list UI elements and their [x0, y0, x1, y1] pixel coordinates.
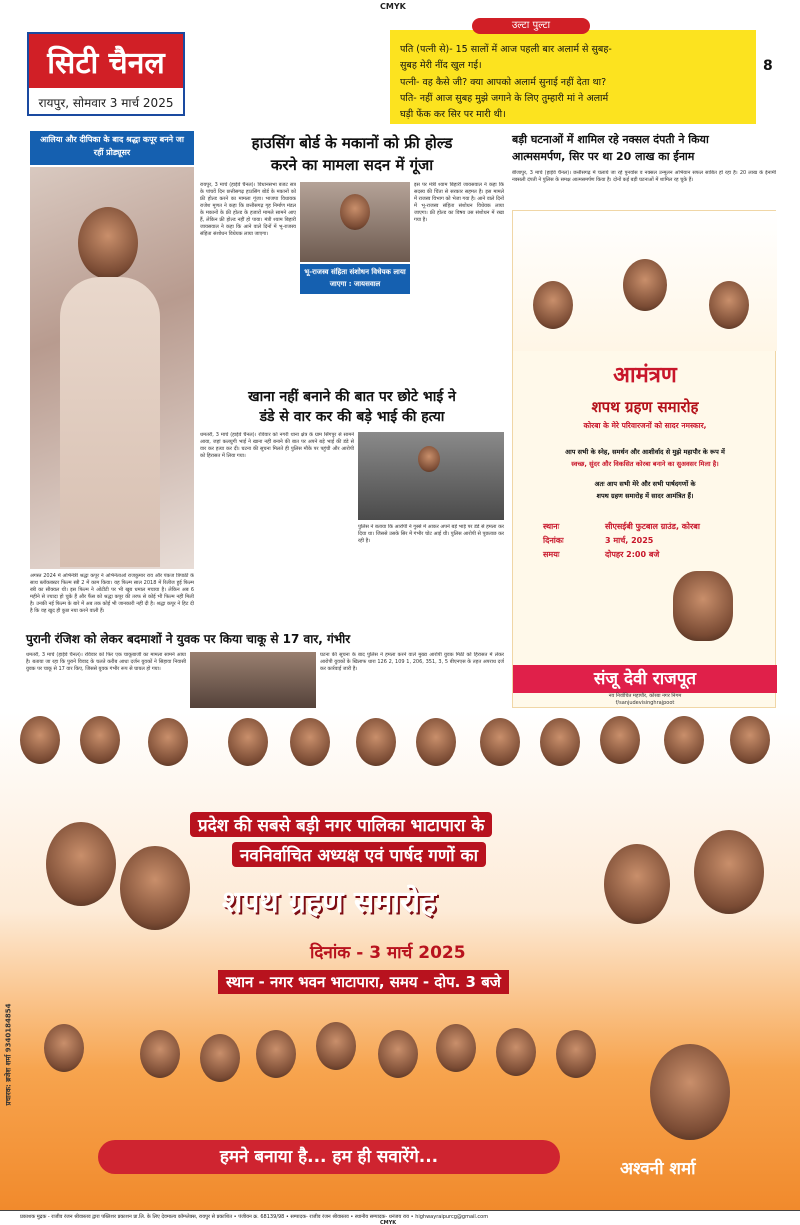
joke-line: घड़ी फेंक कर सिर पर मारी थी।: [400, 109, 506, 120]
khana-article-col2: पुलिस ने बताया कि आरोपी ने गुस्से में आकर अपने बड़े भाई पर डंडे से हमला कर दिया था। जिससे उसके सिर में गंभीर चोट आई थी। पुलिस आरोपी से पूछताछ कर रही है।: [358, 524, 504, 544]
amantran-handle: f/sanjudevisinghrajpoot: [615, 700, 675, 706]
venue-label: स्थानः: [543, 522, 560, 531]
joke-line: पत्नी- वह कैसे जी? क्या आपको अलार्म सुनाई नहीं देता था?: [400, 77, 607, 88]
masthead: [27, 32, 185, 116]
amantran-greeting: कोरबा के मेरे परिवारजनों को सादर नमस्कार,: [583, 421, 707, 430]
masthead-title: सिटी चैनल: [29, 34, 183, 88]
ad-side-text: प्रचारक: ब्रजेश शर्मा 9340184854: [4, 1003, 13, 1106]
amantran-message: स्वच्छ, सुंदर और विकसित कोरबा बनाने का सुअवसर मिला है।: [571, 460, 719, 468]
cmyk-mark-top: CMYK: [380, 2, 406, 11]
amantran-message: शपथ ग्रहण समारोह में सादर आमंत्रित हैं।: [596, 492, 694, 500]
joke-line: पति- नहीं आज सुबह मुझे जगाने के लिए तुम्हारी मां ने अलार्म: [400, 93, 609, 104]
dateline: रायपुर, सोमवार 3 मार्च 2025: [38, 95, 174, 110]
amantran-designation: नव निर्वाचित महापौर, कोरबा नगर निगम: [608, 693, 682, 699]
ad-line-4: दिनांक - 3 मार्च 2025: [310, 943, 466, 963]
cmyk-mark-bottom: CMYK: [380, 1220, 397, 1225]
date-value: 3 मार्च, 2025: [605, 536, 654, 545]
amantran-name: संजू देवी राजपूत: [513, 665, 777, 693]
amantran-message: आप सभी के स्नेह, समर्थन और आशीर्वाद से मुझे महापौर के रूप में: [565, 448, 725, 456]
ad-line-2: नवनिर्वाचित अध्यक्ष एवं पार्षद गणों का: [232, 842, 486, 867]
housing-article-col2: इस पर मंत्री श्याम बिहारी जायसवाल ने कहा कि सदस्य की चिंता से सरकार सहमत है। इस मामले में राजस्व विभाग को भेजा गया है। आने वाले दिनों में भू-राजस्व संहिता संशोधन विधेयक लाया जाएगा। फ्री होल्ड का विषय उस संशोधन में रखा गया है।: [414, 182, 504, 223]
amantran-title: आमंत्रण: [613, 363, 677, 388]
amantran-subtitle: शपथ ग्रहण समारोह: [591, 398, 699, 416]
venue-value: सीएसईबी फुटबाल ग्राउंड, कोरबा: [605, 522, 700, 531]
bijapur-article: बीजापुर, 3 मार्च (हाईवे चैनल)। छत्तीसगढ़ में चलाये जा रहे पुनर्वास व नक्सल उन्मूलन अभियान सफल साबित हो रहा है। 20 लाख के ईनामी नक्सली दंपती ने पुलिस के समक्ष आत्मसमर्पण किया है। दोनों कई बड़ी घटनाओं में शामिल रह चुके हैं।: [512, 170, 776, 183]
chaku-article-col2: घटना की सूचना के बाद पुलिस ने हमला करने वाले मुख्य आरोपी युवक मिठी को हिरासत में लेकर आरोपी युवकों के खिलाफ धारा 126 2, 109 1, 206, 351, 3, 5 बीएनएस के तहत अपराध दर्ज कर कार्रवाई जारी है।: [320, 652, 504, 672]
ad-name: अश्वनी शर्मा: [620, 1159, 696, 1179]
bijapur-headline-1: बड़ी घटनाओं में शामिल रहे नक्सल दंपती ने किया: [512, 133, 709, 146]
amantran-ad: [512, 210, 776, 708]
chaku-headline: पुरानी रंजिश को लेकर बदमाशों ने युवक पर किया चाकू से 17 वार, गंभीर: [26, 632, 351, 646]
time-value: दोपहर 2:00 बजे: [605, 550, 660, 559]
bijapur-headline-2: आत्मसमर्पण, सिर पर था 20 लाख का ईनाम: [512, 150, 695, 163]
joke-line: सुबह मेरी नींद खुल गई।: [400, 60, 482, 71]
shraddha-article: अगस्त 2024 में अभिनेत्री श्रद्धा कपूर ने अभिनेताओं राजकुमार राव और पंकज त्रिपाठी के साथ ब्लॉकबस्टर फिल्म स्त्री 2 में काम किया। यह फिल्म साल 2018 में रिलीज हुई फिल्म स्त्री का सीक्वल थी। इस फिल्म ने ओटीटी पर भी खूब धमाल मचाया है। लेकिन अब 6 महीने से ज्यादा हो चुके हैं और फैंस को श्रद्धा कपूर की तरफ से कोई भी फिल्म नहीं मिली है। उनकी नई फिल्म के बारे में अब तक कोई भी जानकारी नहीं दी है। श्रद्धा कपूर ने हिट दी है कि वह खुद ही कुछ नया करने वाली हैं।: [30, 573, 194, 614]
ulta-pulta-title: उल्टा पुल्टा: [472, 18, 590, 34]
time-label: समयः: [543, 550, 560, 559]
footer-imprint: प्रकाशक मुद्रक - राजीव रंजन श्रीवास्तव द्वारा पब्लिशर प्रकाशन प्रा.लि. के लिए देवमाल्य कॉम्प्लेक्स, रायपुर से प्रकाशित • पंजीयन क्र. 68139/98 • सम्पादक- राजीव रंजन श्रीवास्तव • स्थानीय सम्पादक- धनंजय राय • highwayraipurcg@gmail.com: [0, 1210, 800, 1222]
ad-slogan: हमने बनाया है... हम ही सवारेंगे...: [98, 1140, 560, 1174]
khana-headline-2: डंडे से वार कर की बड़े भाई की हत्या: [259, 409, 445, 425]
housing-headline-1: हाउसिंग बोर्ड के मकानों को फ्री होल्ड: [251, 134, 453, 152]
khana-headline-1: खाना नहीं बनाने की बात पर छोटे भाई ने: [248, 389, 456, 405]
housing-article-col1: रायपुर, 3 मार्च (हाईवे चैनल)। विधानसभा बजट सत्र के पांचवें दिन छत्तीसगढ़ हाउसिंग बोर्ड के मकानों को फ्री होल्ड करने का मामला गूंजा। भाजपा विधायक राजेश मूणत ने कहा कि छत्तीसगढ़ गृह निर्माण मंडल के मकानों के फ्री होल्ड के हजारों मामले सामने आए हैं, लेकिन फ्री होल्ड नहीं हो पाया। मंत्री श्याम बिहारी जायसवाल ने कहा कि आने वाले दिनों में भू-राजस्व संहिता संशोधन विधेयक लाया जाएगा।: [200, 182, 296, 237]
ad-line-1: प्रदेश की सबसे बड़ी नगर पालिका भाटापारा के: [190, 812, 492, 837]
housing-headline-2: करने का मामला सदन में गूंजा: [270, 156, 434, 174]
page-number: 8: [763, 58, 773, 74]
chaku-article-col1: धमतरी, 3 मार्च (हाईवे चैनल)। रविवार को फिर एक चाकूबाजी का मामला सामने आया है। बताया जा रहा कि पुराने विवाद के चलते करीब आधा दर्जन युवकों ने सिहावा निवासी युवक पर चाकू से 17 वार किए, जिससे युवक गंभीर रूप से घायल हो गया।: [26, 652, 186, 672]
ad-line-3: शपथ ग्रहण समारोह: [222, 885, 436, 920]
joke-line: पति (पत्नी से)- 15 सालों में आज पहली बार अलार्म से सुबह-: [400, 44, 612, 55]
ad-line-5: स्थान - नगर भवन भाटापारा, समय - दोप. 3 बजे: [218, 970, 509, 994]
chaku-photo: [190, 652, 316, 708]
khana-photo: [358, 432, 504, 520]
shraddha-photo: [30, 167, 194, 569]
khana-article-col1: धमतरी, 3 मार्च (हाईवे चैनल)। रविवार को नगरी थाना क्षेत्र के ग्राम सिंगपुर से सामने आया, जहां कलयुगी भाई ने खाना नहीं बनाने की बात पर अपने बड़े भाई की डंडे से वार कर हत्या कर दी। घटना की सूचना मिलते ही पुलिस मौके पर पहुंची और आरोपी को हिरासत में लिया गया।: [200, 432, 354, 459]
shraddha-headline: आलिया और दीपिका के बाद श्रद्धा कपूर बनने जा रहीं प्रोड्यूसर: [30, 131, 194, 165]
amantran-message: अतः आप सभी मेरे और सभी पार्षदगणों के: [594, 480, 696, 488]
date-label: दिनांकः: [543, 536, 564, 545]
housing-photo: [300, 182, 410, 262]
housing-caption: भू-राजस्व संहिता संशोधन विधेयक लाया जाएगा : जायसवाल: [300, 264, 410, 294]
